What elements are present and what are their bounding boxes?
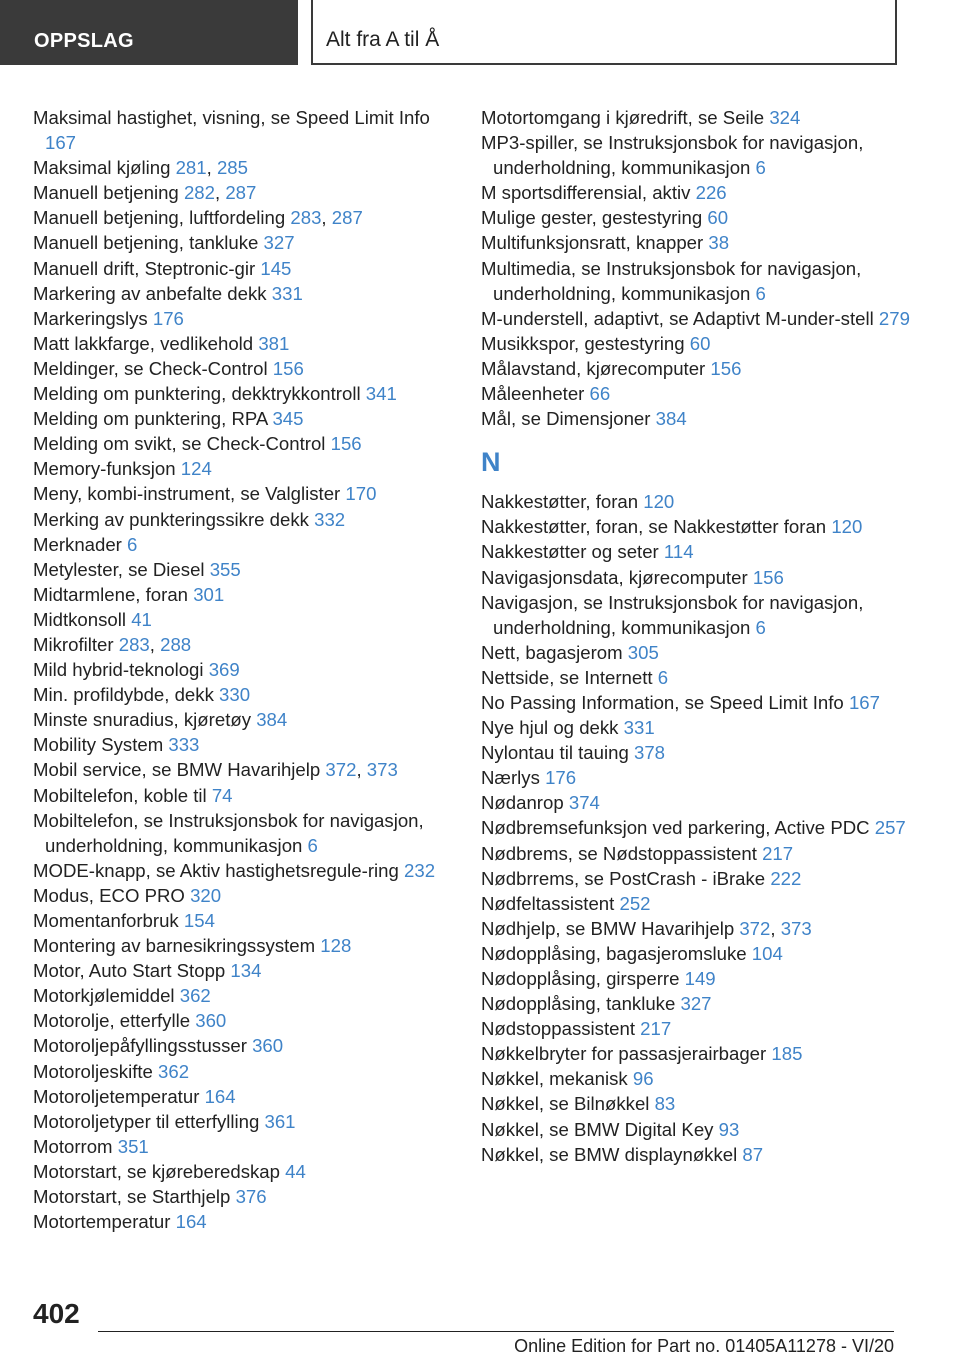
- index-entry: Maksimal kjøling 281, 285: [33, 157, 248, 179]
- page-reference-link[interactable]: 217: [640, 1018, 672, 1040]
- index-entry-text: Motorstart, se kjøreberedskap: [33, 1160, 280, 1182]
- index-entry: [481, 1142, 921, 1167]
- page-reference-link[interactable]: 378: [633, 742, 666, 764]
- index-entry: [33, 707, 453, 732]
- index-entry: [481, 715, 921, 740]
- index-entry-text: Motoroljetyper til etterfylling: [33, 1110, 260, 1132]
- page-reference-link[interactable]: 252: [619, 892, 651, 914]
- page-reference-link[interactable]: 217: [762, 842, 794, 864]
- index-entry: [33, 1184, 453, 1209]
- index-entry: [33, 557, 453, 582]
- index-entry: [33, 1159, 453, 1184]
- page-reference-link[interactable]: 362: [179, 985, 211, 1007]
- index-entry-text: Montering av barnesikringssystem: [33, 935, 316, 957]
- index-entry-text: Memory-funksjon: [33, 458, 176, 480]
- page-reference-link[interactable]: 305: [627, 641, 659, 663]
- index-entry: [33, 1008, 453, 1033]
- page-reference-link[interactable]: 374: [568, 792, 600, 814]
- page-reference-link[interactable]: 381: [258, 332, 290, 354]
- page-reference-link[interactable]: 369: [208, 659, 240, 681]
- page-reference-link[interactable]: 120: [831, 516, 863, 538]
- index-entry-text: Motorrom: [33, 1135, 113, 1157]
- page-reference-link[interactable]: 373: [366, 759, 398, 781]
- index-entry: [33, 682, 453, 707]
- page-reference-link[interactable]: 301: [193, 583, 225, 605]
- page-reference-link[interactable]: 283: [290, 207, 322, 229]
- index-entry-text: Mulige gester, gestestyring: [481, 207, 703, 229]
- page-reference-link[interactable]: 6: [127, 533, 138, 555]
- index-entry: Nødhjelp, se BMW Havarihjelp 372, 373: [481, 917, 812, 939]
- page-reference-link[interactable]: 320: [190, 884, 222, 906]
- index-entry-text: Nødbrrems, se PostCrash - iBrake: [481, 867, 766, 889]
- index-entry: Mikrofilter 283, 288: [33, 633, 192, 655]
- index-entry: [33, 657, 453, 682]
- page-reference-link[interactable]: 257: [874, 817, 906, 839]
- page-reference-link[interactable]: 128: [320, 935, 352, 957]
- index-entry: [33, 1084, 453, 1109]
- index-entry-text: Mobil service, se BMW Havarihjelp: [33, 759, 321, 781]
- index-entry: [481, 489, 921, 514]
- index-entry: [33, 105, 453, 155]
- page-reference-link[interactable]: 341: [365, 383, 397, 405]
- index-entry-text: Motoroljepåfyllingsstusser: [33, 1035, 247, 1057]
- index-entry-text: Momentanforbruk: [33, 910, 179, 931]
- index-entry: [481, 590, 921, 640]
- index-entry-text: Nøkkel, se BMW displaynøkkel: [481, 1143, 738, 1165]
- index-entry-text: Multimedia, se Instruksjonsbok for navigasjon, underholdning, kommunikasjon: [481, 257, 862, 304]
- index-entry: [33, 532, 453, 557]
- footer-divider: [98, 1331, 894, 1332]
- section-letter-heading: N: [481, 447, 501, 478]
- section-tab: [0, 0, 298, 65]
- index-entry-text: Målavstand, kjørecomputer: [481, 357, 706, 379]
- index-entry: [33, 607, 453, 632]
- index-entry: [481, 665, 921, 690]
- index-entry-text: Motoroljetemperatur: [33, 1085, 200, 1107]
- page-reference-link[interactable]: 279: [878, 307, 910, 329]
- index-entry: [481, 765, 921, 790]
- page-reference-link[interactable]: 6: [657, 666, 669, 688]
- page-reference-link[interactable]: 288: [160, 633, 192, 655]
- page-reference-link[interactable]: 87: [742, 1143, 764, 1165]
- index-entry-text: Nødopplåsing, tankluke: [481, 993, 676, 1015]
- index-entry-text: Melding om punktering, RPA: [33, 408, 268, 430]
- page-reference-link[interactable]: 176: [545, 767, 577, 789]
- index-entry-text: Mild hybrid-teknologi: [33, 659, 204, 681]
- index-entry-text: Maksimal hastighet, visning, se Speed Limit Info: [33, 107, 430, 128]
- index-entry: [481, 356, 921, 381]
- index-entry: Manuell betjening 282, 287: [33, 182, 257, 204]
- index-entry: [33, 1209, 453, 1234]
- index-entry-text: Nøkkel, mekanisk: [481, 1068, 628, 1090]
- index-entry: [481, 331, 921, 356]
- page-reference-link[interactable]: 222: [770, 867, 802, 889]
- index-entry: [33, 306, 453, 331]
- page-reference-link[interactable]: 149: [684, 968, 716, 989]
- page-reference-link[interactable]: 170: [345, 483, 377, 505]
- page-reference-link[interactable]: 376: [235, 1186, 267, 1208]
- index-entry: [481, 866, 921, 891]
- index-entry: Manuell betjening, luftfordeling 283, 287: [33, 207, 363, 229]
- index-entry-text: Meny, kombi-instrument, se Valglister: [33, 483, 341, 505]
- index-entry-text: Metylester, se Diesel: [33, 558, 205, 580]
- index-entry: [33, 858, 453, 883]
- index-entry: [481, 1066, 921, 1091]
- page-reference-link[interactable]: 285: [216, 157, 248, 179]
- page-reference-link[interactable]: 124: [180, 458, 212, 480]
- index-column-right: [481, 105, 921, 1167]
- index-entry: [33, 356, 453, 381]
- index-entry-text: Mål, se Dimensjoner: [481, 408, 651, 430]
- index-entry-text: Mobility System: [33, 734, 164, 756]
- index-entry-text: Melding om svikt, se Check-Control: [33, 433, 326, 455]
- index-entry: [33, 281, 453, 306]
- page-reference-link[interactable]: 324: [769, 107, 801, 128]
- index-entry: [481, 230, 921, 255]
- index-entry: [481, 690, 921, 715]
- page-reference-link[interactable]: 167: [45, 132, 77, 154]
- page-reference-link[interactable]: 83: [654, 1093, 676, 1115]
- page-reference-link[interactable]: 145: [260, 257, 292, 279]
- index-entry-text: Nødhjelp, se BMW Havarihjelp: [481, 917, 735, 939]
- index-entry: [481, 815, 921, 840]
- index-entry: [33, 1109, 453, 1134]
- index-entry-text: Nødanrop: [481, 792, 564, 814]
- index-group-m: [481, 105, 921, 431]
- page-reference-link[interactable]: 360: [252, 1035, 284, 1057]
- page-reference-link[interactable]: 351: [117, 1135, 149, 1157]
- index-entry: [33, 958, 453, 983]
- page-reference-link[interactable]: 60: [707, 207, 729, 229]
- index-entry: [481, 1041, 921, 1066]
- index-entry: [481, 891, 921, 916]
- index-entry-text: MP3-spiller, se Instruksjonsbok for navigasjon, underholdning, kommunikasjon: [481, 132, 864, 179]
- index-group-n: [481, 489, 921, 1167]
- index-entry-text: Nøkkel, se BMW Digital Key: [481, 1118, 714, 1140]
- page-reference-link[interactable]: 331: [623, 717, 655, 739]
- index-entry-text: Navigasjonsdata, kjørecomputer: [481, 566, 748, 588]
- index-entry-text: Nylontau til tauing: [481, 742, 629, 764]
- index-entry: [33, 908, 453, 933]
- page-reference-link[interactable]: 6: [755, 282, 766, 304]
- index-entry-text: Melding om punktering, dekktrykkontroll: [33, 383, 361, 405]
- index-entry-text: Motortomgang i kjøredrift, se Seile: [481, 107, 765, 128]
- index-entry-text: Merking av punkteringssikre dekk: [33, 508, 309, 530]
- index-entry-text: Multifunksjonsratt, knapper: [481, 232, 704, 254]
- index-entry: [33, 933, 453, 958]
- index-entry-text: Mobiltelefon, koble til: [33, 784, 207, 806]
- page-reference-link[interactable]: 114: [663, 541, 694, 563]
- index-entry-text: Manuell betjening, luftfordeling: [33, 207, 286, 229]
- index-entry-text: No Passing Information, se Speed Limit Info: [481, 691, 844, 713]
- index-entry: [481, 1117, 921, 1142]
- index-entry: [481, 539, 921, 564]
- page-reference-link[interactable]: 361: [264, 1110, 296, 1132]
- index-entry: [33, 230, 453, 255]
- index-entry-text: M-understell, adaptivt, se Adaptivt M-under-stell: [481, 307, 874, 329]
- index-entry: [481, 256, 921, 306]
- index-entry-text: Nødopplåsing, girsperre: [481, 968, 680, 989]
- page-reference-link[interactable]: 176: [152, 307, 184, 329]
- index-entry-text: Nødfeltassistent: [481, 892, 615, 914]
- index-entry-text: Nakkestøtter, foran: [481, 491, 639, 513]
- index-entry-text: Matt lakkfarge, vedlikehold: [33, 332, 254, 354]
- index-entry-text: Modus, ECO PRO: [33, 884, 185, 906]
- index-entry-text: Nødopplåsing, bagasjeromsluke: [481, 942, 747, 964]
- index-entry-text: Merknader: [33, 533, 122, 555]
- page-reference-link[interactable]: 66: [589, 383, 611, 405]
- index-entry: [33, 1134, 453, 1159]
- index-entry: [33, 1059, 453, 1084]
- page-reference-link[interactable]: 232: [404, 859, 436, 881]
- page-reference-link[interactable]: 164: [204, 1085, 236, 1107]
- page-reference-link[interactable]: 373: [780, 917, 812, 939]
- index-entry-text: Nøkkelbryter for passasjerairbager: [481, 1043, 767, 1065]
- page-reference-link[interactable]: 93: [718, 1118, 740, 1140]
- index-entry: [481, 941, 921, 966]
- page-reference-link[interactable]: 134: [230, 960, 262, 982]
- index-entry-text: Motoroljeskifte: [33, 1060, 153, 1082]
- index-entry: [481, 966, 921, 991]
- chapter-header: [311, 0, 897, 65]
- edition-footer: Online Edition for Part no. 01405A11278 - VI/20: [514, 1336, 894, 1356]
- index-entry: [481, 740, 921, 765]
- index-entry: [33, 783, 453, 808]
- page-reference-link[interactable]: 332: [314, 508, 346, 530]
- page-reference-link[interactable]: 372: [739, 917, 771, 939]
- index-entry: [481, 1091, 921, 1116]
- index-entry-text: Meldinger, se Check-Control: [33, 357, 268, 379]
- index-entry: [33, 381, 453, 406]
- page-reference-link[interactable]: 287: [331, 207, 363, 229]
- index-entry: [33, 406, 453, 431]
- page-reference-link[interactable]: 281: [175, 157, 207, 179]
- index-entry: [481, 841, 921, 866]
- index-entry: [33, 481, 453, 506]
- page-reference-link[interactable]: 167: [848, 691, 880, 713]
- index-column-left: [33, 105, 453, 1234]
- index-entry-text: Nettside, se Internett: [481, 666, 653, 688]
- index-entry-text: Midtarmlene, foran: [33, 583, 189, 605]
- index-entry: [33, 256, 453, 281]
- index-entry: [481, 180, 921, 205]
- page-reference-link[interactable]: 372: [325, 759, 357, 781]
- index-entry: [481, 991, 921, 1016]
- index-entry-text: Manuell drift, Steptronic-gir: [33, 257, 256, 279]
- index-entry: [481, 381, 921, 406]
- index-entry-text: Motorolje, etterfylle: [33, 1010, 191, 1032]
- page-reference-link[interactable]: 327: [680, 993, 712, 1015]
- page-reference-link[interactable]: 345: [272, 408, 304, 430]
- index-entry: [33, 983, 453, 1008]
- index-entry-text: Markering av anbefalte dekk: [33, 282, 267, 304]
- page-reference-link[interactable]: 156: [272, 357, 304, 379]
- page-reference-link[interactable]: 6: [307, 834, 318, 856]
- index-entry: [33, 331, 453, 356]
- index-entry: [33, 883, 453, 908]
- index-entry: [33, 732, 453, 757]
- index-entry: [33, 582, 453, 607]
- page-reference-link[interactable]: 164: [175, 1211, 207, 1233]
- page-reference-link[interactable]: 60: [689, 332, 711, 354]
- page-reference-link[interactable]: 355: [209, 558, 241, 580]
- page-reference-link[interactable]: 384: [655, 408, 687, 430]
- index-entry-text: Måleenheter: [481, 383, 585, 405]
- index-entry-text: Nakkestøtter og seter: [481, 541, 659, 563]
- page-reference-link[interactable]: 327: [263, 232, 295, 254]
- index-entry: [33, 1033, 453, 1058]
- page-reference-link[interactable]: 74: [211, 784, 233, 806]
- index-entry-text: Nett, bagasjerom: [481, 641, 623, 663]
- index-entry: [33, 507, 453, 532]
- index-entry-text: Nøkkel, se Bilnøkkel: [481, 1093, 650, 1115]
- index-entry-text: Manuell betjening: [33, 182, 179, 204]
- page-reference-link[interactable]: 104: [751, 942, 783, 964]
- page-reference-link[interactable]: 331: [271, 282, 303, 304]
- index-entry-text: Motorstart, se Starthjelp: [33, 1186, 231, 1208]
- index-entry-text: Motor, Auto Start Stopp: [33, 960, 226, 982]
- index-entry: [481, 130, 921, 180]
- index-entry-text: Min. profildybde, dekk: [33, 684, 214, 706]
- index-entry-text: Minste snuradius, kjøretøy: [33, 709, 252, 731]
- index-entry: [481, 306, 921, 331]
- index-entry-text: Motorkjølemiddel: [33, 985, 175, 1007]
- index-entry-text: Maksimal kjøling: [33, 157, 171, 179]
- page-number: 402: [33, 1298, 80, 1329]
- page-reference-link[interactable]: 226: [695, 182, 727, 204]
- page-reference-link[interactable]: 96: [632, 1068, 654, 1090]
- page-reference-link[interactable]: 44: [285, 1160, 306, 1182]
- index-entry: [33, 431, 453, 456]
- page-reference-link[interactable]: 154: [183, 910, 215, 931]
- index-entry: [481, 205, 921, 230]
- page-reference-link[interactable]: 185: [771, 1043, 803, 1065]
- index-entry-text: Motortemperatur: [33, 1211, 171, 1233]
- page-reference-link[interactable]: 333: [168, 734, 200, 756]
- chapter-title: Alt fra A til Å: [326, 28, 440, 51]
- page-reference-link[interactable]: 384: [256, 709, 288, 731]
- page-reference-link[interactable]: 156: [752, 566, 784, 588]
- index-entry: [481, 514, 921, 539]
- page-reference-link[interactable]: 330: [219, 684, 251, 706]
- page-reference-link[interactable]: 282: [183, 182, 215, 204]
- page-reference-link[interactable]: 6: [755, 157, 766, 179]
- index-entry: [481, 406, 921, 431]
- index-entry-text: Nødstoppassistent: [481, 1018, 635, 1040]
- page-reference-link[interactable]: 41: [131, 608, 152, 630]
- index-entry-text: MODE-knapp, se Aktiv hastighetsregule-ring: [33, 859, 399, 881]
- index-entry-text: Nærlys: [481, 767, 540, 789]
- page-reference-link[interactable]: 6: [755, 616, 766, 638]
- index-entry: [33, 456, 453, 481]
- index-entry: [481, 105, 921, 130]
- index-entry: [481, 565, 921, 590]
- index-entry-text: Midtkonsoll: [33, 608, 127, 630]
- page-reference-link[interactable]: 283: [118, 633, 150, 655]
- index-entry-text: Musikkspor, gestestyring: [481, 332, 685, 354]
- page-reference-link[interactable]: 360: [195, 1010, 227, 1032]
- page-reference-link[interactable]: 156: [710, 357, 742, 379]
- index-entry: [481, 1016, 921, 1041]
- index-entry-text: Navigasjon, se Instruksjonsbok for navigasjon, underholdning, kommunikasjon: [481, 591, 864, 638]
- page-reference-link[interactable]: 287: [225, 182, 257, 204]
- index-entry-text: M sportsdifferensial, aktiv: [481, 182, 691, 204]
- index-entry-text: Nakkestøtter, foran, se Nakkestøtter foran: [481, 516, 827, 538]
- page-reference-link[interactable]: 120: [643, 491, 675, 513]
- page-reference-link[interactable]: 362: [158, 1060, 190, 1082]
- index-entry-text: Manuell betjening, tankluke: [33, 232, 259, 254]
- index-entry-text: Nødbrems, se Nødstoppassistent: [481, 842, 757, 864]
- index-entry: [481, 640, 921, 665]
- index-entry-text: Markeringslys: [33, 307, 148, 329]
- index-entry: [481, 790, 921, 815]
- page-reference-link[interactable]: 38: [708, 232, 730, 254]
- index-entry-text: Mikrofilter: [33, 633, 114, 655]
- index-entry: Mobil service, se BMW Havarihjelp 372, 373: [33, 759, 398, 781]
- index-entry-text: Nødbremsefunksjon ved parkering, Active PDC: [481, 817, 870, 839]
- section-label: OPPSLAG: [34, 30, 134, 52]
- index-entry: [33, 808, 453, 858]
- index-entry-text: Nye hjul og dekk: [481, 717, 619, 739]
- index-entry-text: Mobiltelefon, se Instruksjonsbok for navigasjon, underholdning, kommunikasjon: [33, 809, 424, 856]
- page-reference-link[interactable]: 156: [330, 433, 362, 455]
